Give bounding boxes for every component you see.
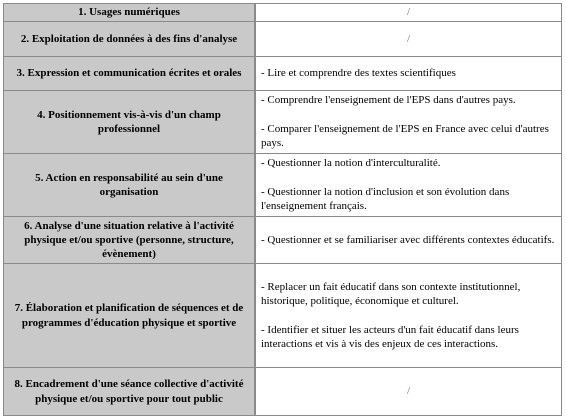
row-content — [255, 154, 562, 217]
table-row — [4, 154, 562, 217]
table-row — [4, 4, 562, 22]
row-label: 4. Positionnement vis-à-vis d'un champ professionnel — [4, 91, 256, 154]
row-content: / — [255, 22, 562, 57]
row-label: 2. Exploitation de données à des fins d'analyse — [4, 22, 256, 57]
row-content: / — [255, 368, 562, 416]
table-row — [4, 217, 562, 264]
row-label: 8. Encadrement d'une séance collective d'activité physique et/ou sportive pour tout public — [4, 368, 256, 416]
list-item: - Questionner la notion d'interculturalité. — [261, 157, 441, 170]
row-content — [255, 217, 562, 264]
row-label: 5. Action en responsabilité au sein d'une organisation — [4, 154, 256, 217]
row-content — [255, 91, 562, 154]
list-item: - Lire et comprendre des textes scientifiques — [261, 67, 456, 80]
table-row — [4, 264, 562, 368]
table-row — [4, 368, 562, 416]
row-content — [255, 264, 562, 368]
table-row — [4, 57, 562, 91]
row-content: / — [255, 4, 562, 22]
row-label: 3. Expression et communication écrites et orales — [4, 57, 256, 91]
list-item: - Comparer l'enseignement de l'EPS en France avec celui d'autres pays. — [261, 123, 549, 150]
table-row — [4, 22, 562, 57]
list-item: - Questionner la notion d'inclusion et son évolution dans l'enseignement français. — [261, 186, 510, 213]
list-item: - Comprendre l'enseignement de l'EPS dans d'autres pays. — [261, 94, 516, 107]
row-content — [255, 57, 562, 91]
row-label: 1. Usages numériques — [4, 4, 256, 22]
list-item: - Questionner et se familiariser avec différents contextes éducatifs. — [261, 233, 555, 246]
row-label: 6. Analyse d'une situation relative à l'activité physique et/ou sportive (personne, structure, évènement) — [4, 217, 256, 264]
table-row — [4, 91, 562, 154]
competences-table — [3, 3, 562, 416]
row-label: 7. Élaboration et planification de séquences et de programmes d'éducation physique et sportive — [4, 264, 256, 368]
list-item: - Identifier et situer les acteurs d'un fait éducatif dans leurs interactions et vis à vis des enjeux de ces interactions. — [261, 323, 519, 350]
list-item: - Replacer un fait éducatif dans son contexte institutionnel, historique, politique, économique et culturel. — [261, 280, 521, 308]
